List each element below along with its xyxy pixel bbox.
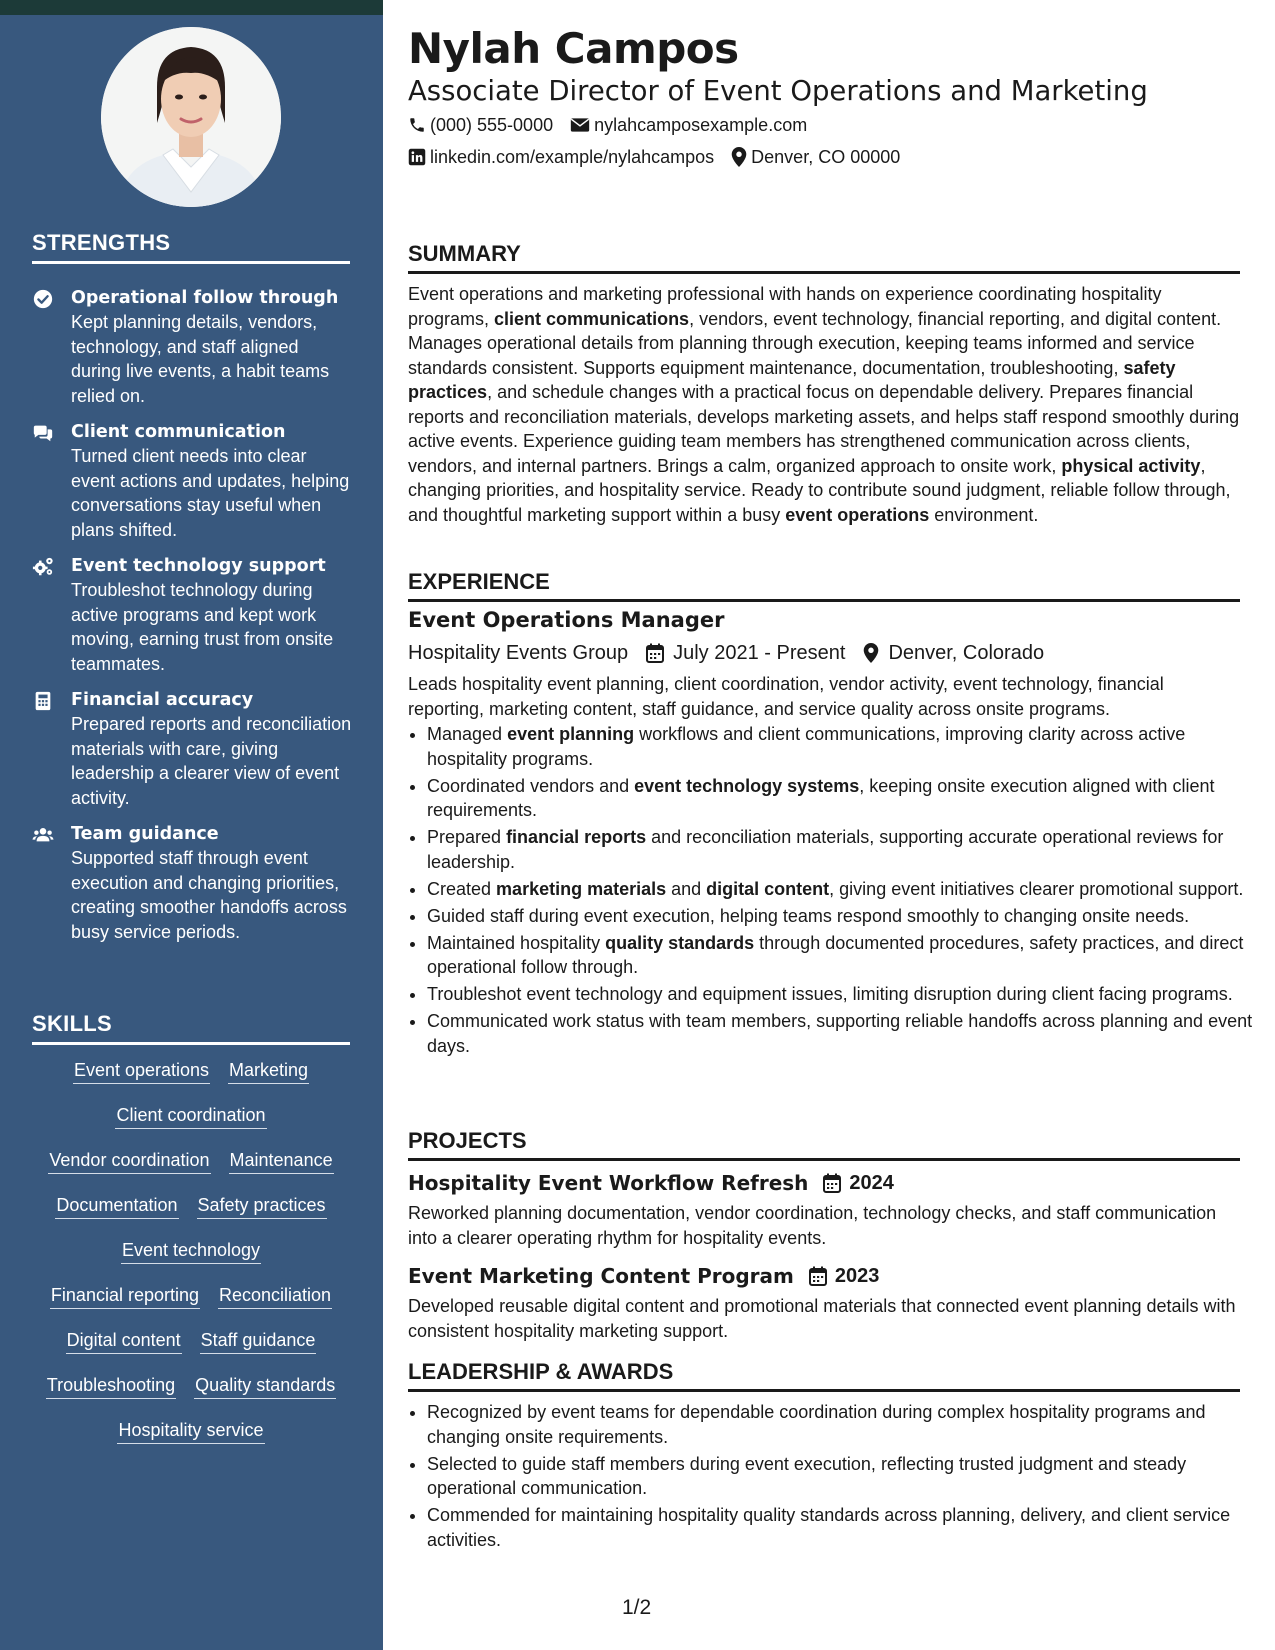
skill-tag: Safety practices [197,1193,327,1219]
experience-bullet [427,1009,1259,1058]
text-segment: Guided staff during event execution, helping teams respond smoothly to changing onsite needs. [427,905,1190,926]
projects-heading: PROJECTS [408,1126,1240,1161]
experience-bullet [427,774,1259,823]
text-segment: , giving event initiatives clearer promotional support. [829,878,1244,899]
text-segment: and [666,878,707,899]
strength-item [32,688,352,810]
leadership-heading: LEADERSHIP & AWARDS [408,1357,1240,1392]
map-pin-icon [863,643,879,663]
email-text: nylahcamposexample.com [594,115,808,135]
gears-icon [32,556,54,578]
linkedin-text: linkedin.com/example/nylahcampos [430,147,715,167]
skill-tag: Digital content [66,1328,182,1354]
summary-heading: SUMMARY [408,239,1240,274]
skill-tag: Quality standards [194,1373,336,1399]
text-segment: , keeping onsite execution aligned with client requirements. [427,775,1215,820]
contact-row [408,113,824,137]
job-company: Hospitality Events Group [408,642,629,664]
bold-keyword: client communications [494,308,690,329]
experience-heading: EXPERIENCE [408,567,1240,602]
strength-title: Team guidance [71,824,219,844]
page-number: 1/2 [622,1596,652,1619]
bold-keyword: event operations [785,504,930,525]
email-contact[interactable] [570,113,807,137]
job-location-wrap [863,640,1044,666]
candidate-title: Associate Director of Event Operations and Marketing [408,75,1148,107]
bold-keyword: safety practices [408,357,1176,402]
skill-tag: Event operations [73,1058,210,1084]
users-icon [32,824,54,846]
bold-keyword: physical activity [1061,455,1201,476]
text-segment: , changing priorities, and hospitality service. Ready to contribute sound judgment, reliable follow through, and thoughtful marketing support within a busy [408,455,1231,525]
leadership-item: • Recognized by event teams for dependable coordination during complex hospitality programs and changing onsite requirements. [427,1400,1259,1449]
comments-icon [32,422,54,444]
avatar [101,27,281,207]
candidate-name: Nylah Campos [408,24,739,73]
job-meta [408,640,1062,666]
strength-item [32,286,352,408]
check-circle-icon [32,288,54,310]
skill-tag: Troubleshooting [46,1373,176,1399]
job-bullets [408,722,1259,1061]
leadership-bullets [408,1400,1259,1555]
project-description: Developed reusable digital content and promotional materials that connected event planning details with consistent hospitality marketing support. [408,1296,1236,1341]
text-segment: Maintained hospitality [427,932,606,953]
job-description: Leads hospitality event planning, client coordination, vendor activity, event technology, financial reporting, marketing content, staff guidance, and service quality across onsite programs. [408,674,1164,719]
bold-keyword: financial reports [506,827,647,847]
text-segment: and reconciliation materials, supporting accurate operational reviews for leadership. [427,827,1224,872]
skill-tag: Documentation [55,1193,178,1219]
strength-description: Prepared reports and reconciliation materials with care, giving leadership a clearer view of event activity. [71,714,352,808]
text-segment: through documented procedures, safety practices, and direct operational follow through. [427,932,1244,977]
text-segment: Coordinated vendors and [427,775,635,796]
skill-tag: Event technology [121,1238,261,1264]
text-segment: Prepared [427,827,507,847]
strength-description: Turned client needs into clear event actions and updates, helping conversations stay useful when plans shifted. [71,446,350,540]
linkedin-icon [408,148,426,166]
strengths-heading: STRENGTHS [32,230,350,264]
strength-description: Kept planning details, vendors, technology, and staff aligned during live events, a habit teams relied on. [71,312,330,406]
sidebar-top-bar [0,0,383,15]
experience-bullet [427,904,1259,929]
sidebar [0,0,383,1650]
location-text: Denver, CO 00000 [751,147,901,167]
linkedin-contact[interactable] [408,145,714,169]
text-segment: environment. [929,504,1039,525]
skill-tag: Financial reporting [50,1283,200,1309]
profile-photo [101,27,281,207]
bold-keyword: quality standards [605,932,755,953]
text-segment: Communicated work status with team members, supporting reliable handoffs across planning and event days. [427,1011,1253,1056]
text-segment: Troubleshot event technology and equipment issues, limiting disruption during client facing programs. [427,984,1233,1004]
strength-title: Event technology support [71,556,326,576]
text-segment: Managed [427,724,508,744]
phone-text: (000) 555-0000 [430,115,554,135]
location-contact [731,145,900,169]
job-title: Event Operations Manager [408,608,725,632]
bold-keyword: marketing materials [496,878,667,899]
skill-tag: Client coordination [115,1103,266,1129]
text-segment: Event operations and marketing professional with hands on experience coordinating hospitality programs, [408,284,1162,329]
bold-keyword: digital content [706,878,830,899]
skills-list [20,1058,362,1463]
skill-tag: Hospitality service [117,1418,264,1444]
bold-keyword: event planning [507,724,635,744]
project-title-row [408,1262,879,1290]
project-description: Reworked planning documentation, vendor coordination, technology checks, and staff communication into a clearer operating rhythm for hospitality events. [408,1203,1217,1248]
job-dates-wrap [646,640,845,666]
strength-title: Financial accuracy [71,690,254,710]
text-segment: , and schedule changes with a practical focus on dependable delivery. Prepares financial reports and reconciliation materials, develops marketing assets, and helps staff respond smoothly during active events. Experience guiding team members has strengthened communication across clients, vendors, and internal partners. Brings a calm, organized approach to onsite work, [408,382,1240,476]
bold-keyword: event technology systems [634,775,860,796]
skill-tag: Staff guidance [200,1328,317,1354]
summary-text [408,282,1240,527]
phone-contact[interactable] [408,113,553,137]
envelope-icon [570,117,590,133]
skill-tag: Vendor coordination [48,1148,210,1174]
experience-bullet [427,877,1259,902]
calendar-icon [809,1266,827,1286]
strength-title: Client communication [71,422,286,442]
project-title: Hospitality Event Workflow Refresh [408,1171,809,1195]
strengths-list [32,286,352,956]
experience-bullet [427,722,1259,771]
leadership-item: • Commended for maintaining hospitality quality standards across planning, delivery, and client service activities. [427,1503,1259,1552]
text-segment: Created [427,878,497,899]
project-year: 2023 [834,1265,880,1287]
phone-icon [408,116,426,134]
calendar-icon [823,1173,841,1193]
strength-item [32,554,352,676]
strength-description: Troubleshot technology during active programs and kept work moving, earning trust from onsite teammates. [71,580,334,674]
calendar-icon [646,643,664,663]
leadership-item: • Selected to guide staff members during event execution, reflecting trusted judgment and steady operational communication. [427,1452,1259,1501]
strength-item [32,822,352,944]
text-segment: workflows and client communications, improving clarity across active hospitality programs. [427,724,1186,769]
skills-heading: SKILLS [32,1011,350,1045]
experience-bullet [427,825,1259,874]
strength-description: Supported staff through event execution and changing priorities, creating smoother handoffs across busy service periods. [71,848,347,942]
project-title: Event Marketing Content Program [408,1264,794,1288]
text-segment: , vendors, event technology, financial reporting, and digital content. Manages operational details from planning through execution, keeping teams informed and service standards consistent. Supports equipment maintenance, documentation, troubleshooting, [408,308,1222,378]
job-location: Denver, Colorado [888,642,1045,664]
project-title-row [408,1169,894,1197]
project-year: 2024 [849,1172,894,1194]
skill-tag: Maintenance [229,1148,334,1174]
map-pin-icon [731,147,747,167]
skill-tag: Marketing [228,1058,309,1084]
strength-item [32,420,352,542]
skill-tag: Reconciliation [218,1283,332,1309]
job-dates: July 2021 - Present [673,642,846,664]
strength-title: Operational follow through [71,288,339,308]
calculator-icon [32,690,54,712]
experience-bullet [427,931,1259,980]
experience-bullet [427,982,1259,1007]
contact-row-2 [408,145,917,169]
